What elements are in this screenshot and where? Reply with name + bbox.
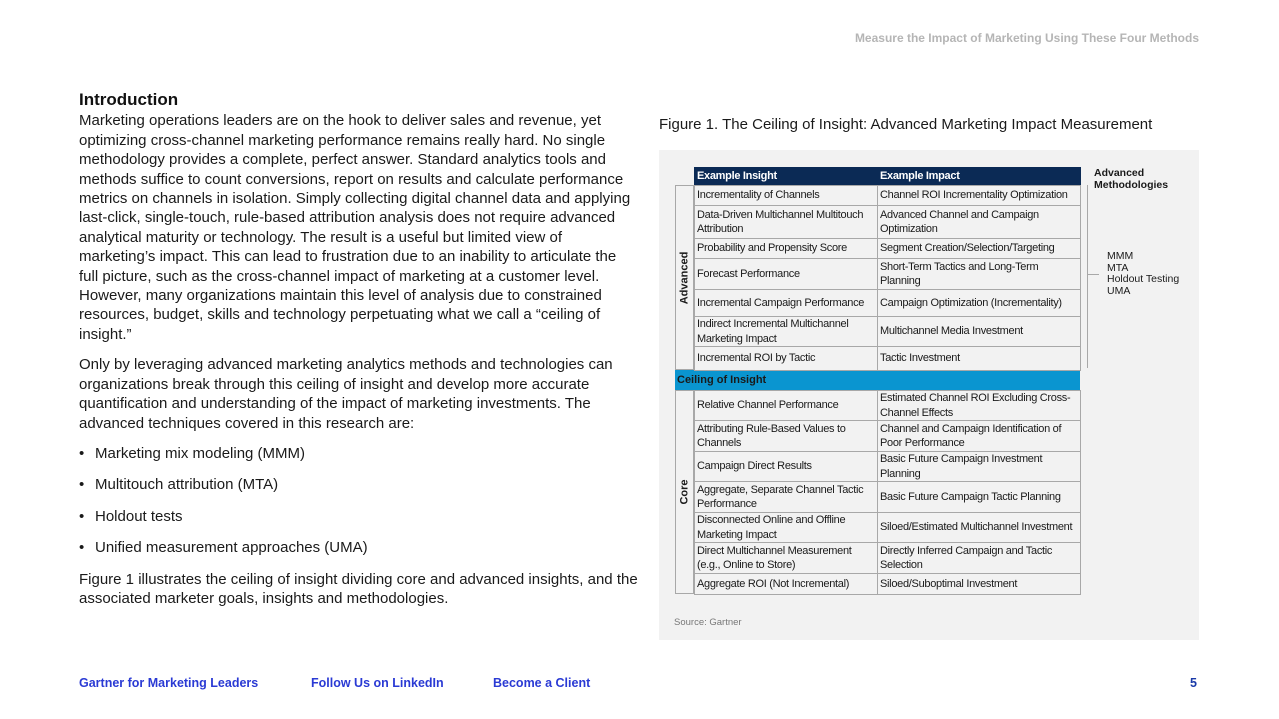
table-cell-insight: Indirect Incremental Multichannel Marketing Impact xyxy=(694,316,878,347)
list-item: • Marketing mix modeling (MMM) xyxy=(79,444,639,463)
table-cell-impact: Basic Future Campaign Investment Planning xyxy=(877,451,1081,482)
table-cell-impact: Directly Inferred Campaign and Tactic Selection xyxy=(877,542,1081,574)
page-number: 5 xyxy=(1190,676,1197,690)
footer-link-linkedin[interactable]: Follow Us on LinkedIn xyxy=(311,676,444,690)
advanced-label: Advanced xyxy=(675,185,694,370)
figure-title: Figure 1. The Ceiling of Insight: Advanced Marketing Impact Measurement xyxy=(659,116,1153,133)
bracket-line xyxy=(1087,185,1088,368)
ceiling-of-insight-bar: Ceiling of Insight xyxy=(675,370,1080,390)
footer-link-marketing-leaders[interactable]: Gartner for Marketing Leaders xyxy=(79,676,259,690)
column-header-impact: Example Impact xyxy=(877,167,1081,186)
table-cell-impact: Multichannel Media Investment xyxy=(877,316,1081,347)
bracket-tick xyxy=(1087,274,1099,275)
list-item: • Unified measurement approaches (UMA) xyxy=(79,538,639,557)
figure-panel xyxy=(659,150,1199,640)
table-cell-impact: Short-Term Tactics and Long-Term Planning xyxy=(877,258,1081,290)
table-cell-insight: Aggregate ROI (Not Incremental) xyxy=(694,573,878,595)
table-cell-insight: Forecast Performance xyxy=(694,258,878,290)
methodology: Holdout Testing xyxy=(1107,273,1180,286)
methodology: MMM xyxy=(1107,250,1134,262)
methodology: MTA xyxy=(1107,261,1129,274)
table-cell-insight: Data-Driven Multichannel Multitouch Attribution xyxy=(694,205,878,239)
paragraph: Only by leveraging advanced marketing analytics methods and technologies can organizations break through this ceiling of insight and develop more accurate quantification and understanding of the impact of marketing investments. The advanced techniques covered in this research are: xyxy=(79,356,613,432)
paragraph: Marketing operations leaders are on the hook to deliver sales and revenue, yet optimizing cross-channel marketing performance remains really hard. No single methodology provides a complete, perfect answer. Standard analytics tools and methods suffice to count conversions, report on results and calculate performance metrics on channels in isolation. Simply collecting digital channel data and applying last-click, single-touch, rule-based attribution analysis does not require advanced analytical maturity or technology. The result is a useful but limited view of marketing’s impact. This can lead to frustration due to an inability to articulate the full picture, such as the cross-channel impact of marketing at a customer level. However, many organizations maintain this level of analysis due to constrained resources, budget, skills and technology perpetuating what we call a “ceiling of insight.” xyxy=(79,112,631,343)
table-cell-impact: Advanced Channel and Campaign Optimization xyxy=(877,205,1081,239)
table-cell-impact: Tactic Investment xyxy=(877,346,1081,371)
table-cell-insight: Campaign Direct Results xyxy=(694,451,878,482)
list-item: • Multitouch attribution (MTA) xyxy=(79,475,639,494)
table-cell-insight: Incrementality of Channels xyxy=(694,185,878,206)
table-cell-impact: Siloed/Suboptimal Investment xyxy=(877,573,1081,595)
table-cell-insight: Relative Channel Performance xyxy=(694,390,878,421)
intro-section xyxy=(79,90,639,619)
table-cell-insight: Aggregate, Separate Channel Tactic Performance xyxy=(694,481,878,513)
table-cell-insight: Disconnected Online and Offline Marketing Impact xyxy=(694,512,878,543)
table-cell-impact: Estimated Channel ROI Excluding Cross-Channel Effects xyxy=(877,390,1081,421)
table-cell-impact: Campaign Optimization (Incrementality) xyxy=(877,289,1081,317)
table-cell-impact: Channel ROI Incrementality Optimization xyxy=(877,185,1081,206)
table-cell-insight: Probability and Propensity Score xyxy=(694,238,878,259)
section-heading: Introduction xyxy=(79,90,179,109)
methodologies-list xyxy=(1107,251,1179,298)
table-cell-insight: Incremental ROI by Tactic xyxy=(694,346,878,371)
methodologies-title: Advanced Methodologies xyxy=(1094,167,1169,191)
column-header-insight: Example Insight xyxy=(694,167,878,186)
source-note: Source: Gartner xyxy=(674,617,742,628)
table-cell-insight: Direct Multichannel Measurement (e.g., Online to Store) xyxy=(694,542,878,574)
methodology: UMA xyxy=(1107,285,1131,298)
table-cell-impact: Segment Creation/Selection/Targeting xyxy=(877,238,1081,259)
table-cell-impact: Basic Future Campaign Tactic Planning xyxy=(877,481,1081,513)
core-label: Core xyxy=(675,390,694,594)
table-cell-impact: Siloed/Estimated Multichannel Investment xyxy=(877,512,1081,543)
footer-link-become-client[interactable]: Become a Client xyxy=(493,676,591,690)
table-cell-impact: Channel and Campaign Identification of Poor Performance xyxy=(877,420,1081,452)
paragraph: Figure 1 illustrates the ceiling of insight dividing core and advanced insights, and the associated marketer goals, insights and methodologies. xyxy=(79,570,638,607)
running-header: Measure the Impact of Marketing Using These Four Methods xyxy=(854,31,1199,45)
table-cell-insight: Attributing Rule-Based Values to Channels xyxy=(694,420,878,452)
list-item: • Holdout tests xyxy=(79,507,639,526)
table-cell-insight: Incremental Campaign Performance xyxy=(694,289,878,317)
technique-list xyxy=(79,444,639,558)
